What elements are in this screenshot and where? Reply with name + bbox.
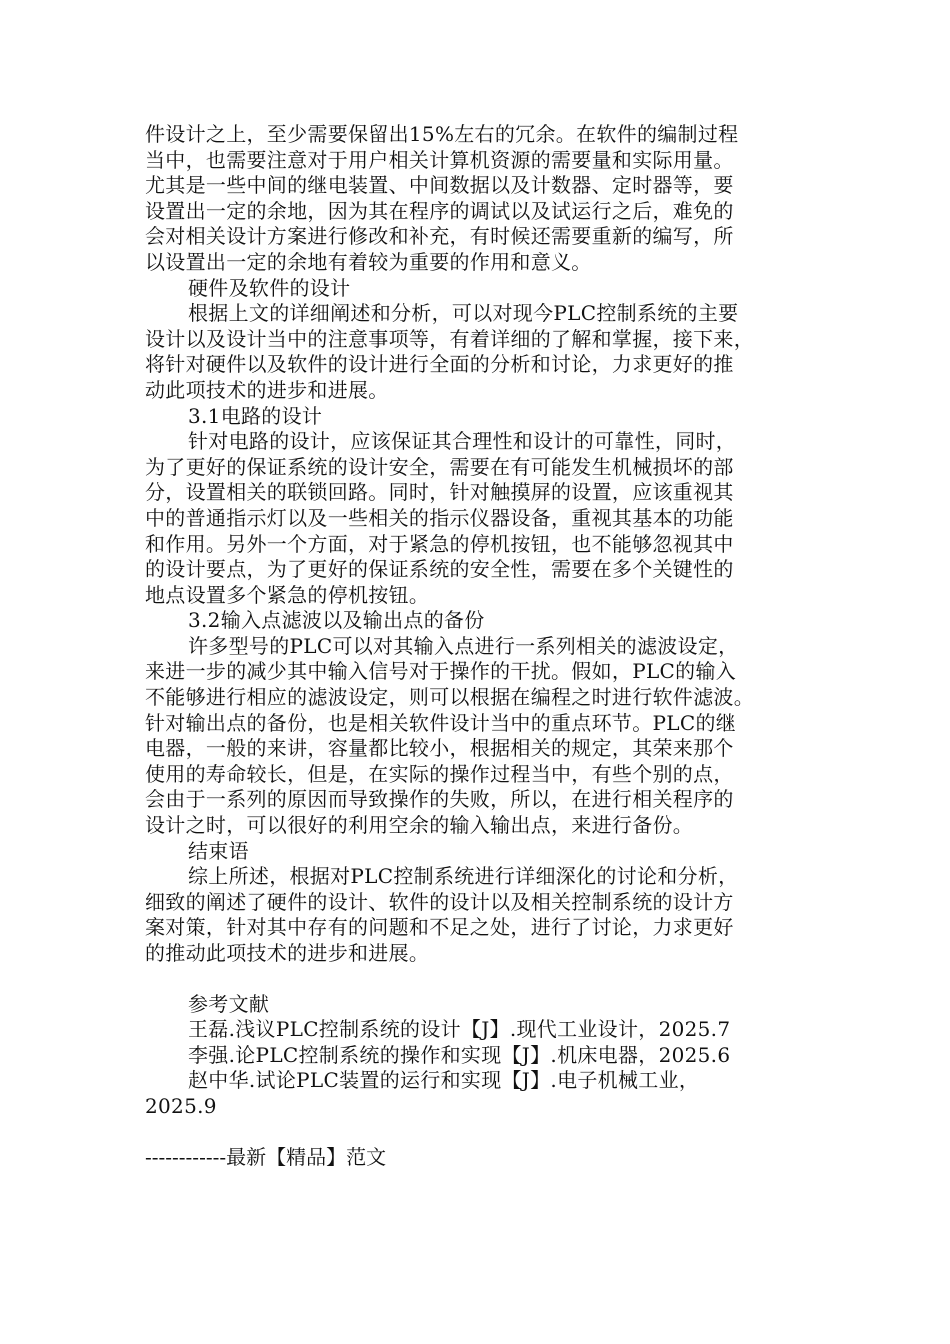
text-line: 会对相关设计方案进行修改和补充，有时候还需要重新的编写，所 (145, 224, 734, 249)
text-line: 当中，也需要注意对于用户相关计算机资源的需要量和实际用量。 (145, 147, 734, 172)
text-line: 许多型号的PLC可以对其输入点进行一系列相关的滤波设定， (188, 633, 739, 658)
text-line: 以设置出一定的余地有着较为重要的作用和意义。 (145, 249, 592, 274)
text-line: 中的普通指示灯以及一些相关的指示仪器设备，重视其基本的功能 (145, 505, 734, 530)
text-line: 参考文献 (188, 991, 270, 1016)
text-line: 硬件及软件的设计 (188, 275, 351, 300)
text-line: 3.1电路的设计 (188, 403, 323, 428)
paragraph (145, 276, 810, 302)
text-line: 电器，一般的来讲，容量都比较小，根据相关的规定，其荣来那个 (145, 736, 734, 761)
text-line: 使用的寿命较长，但是，在实际的操作过程当中，有些个别的点， (145, 761, 734, 786)
text-line: 3.2输入点滤波以及输出点的备份 (188, 608, 485, 633)
text-line: 动此项技术的进步和进展。 (145, 377, 389, 402)
paragraph (145, 122, 810, 276)
paragraph (145, 634, 810, 839)
paragraph (145, 404, 810, 430)
text-line: 设计之时，可以很好的利用空余的输入输出点，来进行备份。 (145, 813, 694, 838)
text-line: 根据上文的详细阐述和分析，可以对现今PLC控制系统的主要 (188, 301, 739, 326)
paragraph (145, 1017, 810, 1043)
paragraph (145, 608, 810, 634)
text-line: 2025.9 (145, 1093, 217, 1118)
text-line: 的设计要点，为了更好的保证系统的安全性，需要在多个关键性的 (145, 557, 734, 582)
text-line: 针对电路的设计，应该保证其合理性和设计的可靠性，同时， (188, 429, 737, 454)
text-line: 不能够进行相应的滤波设定，则可以根据在编程之时进行软件滤波。 (145, 685, 754, 710)
text-line: 会由于一系列的原因而导致操作的失败，所以，在进行相关程序的 (145, 787, 734, 812)
text-line: 地点设置多个紧急的停机按钮。 (145, 582, 430, 607)
text-line: 细致的阐述了硬件的设计、软件的设计以及相关控制系统的设计方 (145, 889, 734, 914)
text-line: 将针对硬件以及软件的设计进行全面的分析和讨论，力求更好的推 (145, 352, 734, 377)
text-line: 李强.论PLC控制系统的操作和实现【J】.机床电器，2025.6 (188, 1042, 731, 1067)
text-line: 的推动此项技术的进步和进展。 (145, 941, 430, 965)
text-line: 案对策，针对其中存有的问题和不足之处，进行了讨论，力求更好 (145, 915, 734, 940)
paragraph (145, 839, 810, 865)
text-line: 综上所述，根据对PLC控制系统进行详细深化的讨论和分析， (188, 864, 739, 889)
text-line: 针对输出点的备份，也是相关软件设计当中的重点环节。PLC的继 (145, 710, 737, 735)
text-line: 王磊.浅议PLC控制系统的设计【J】.现代工业设计，2025.7 (188, 1017, 731, 1042)
paragraph (145, 864, 810, 966)
text-line: 设计以及设计当中的注意事项等，有着详细的了解和掌握，接下来， (145, 326, 754, 351)
text-line: 件设计之上，至少需要保留出15%左右的冗余。在软件的编制过程 (145, 122, 739, 146)
document-body (145, 122, 810, 1120)
text-line: 赵中华.试论PLC装置的运行和实现【J】.电子机械工业， (188, 1068, 700, 1093)
text-line: 分，设置相关的联锁回路。同时，针对触摸屏的设置，应该重视其 (145, 480, 734, 505)
footer-banner: ------------最新【精品】范文 (145, 1145, 387, 1169)
text-line: 来进一步的减少其中输入信号对于操作的干扰。假如，PLC的输入 (145, 659, 737, 684)
text-line: 设置出一定的余地，因为其在程序的调试以及试运行之后，难免的 (145, 198, 734, 223)
paragraph (145, 1043, 810, 1069)
paragraph (145, 992, 810, 1018)
text-line: 为了更好的保证系统的设计安全，需要在有可能发生机械损坏的部 (145, 454, 734, 479)
paragraph (145, 1068, 810, 1119)
paragraph (145, 429, 810, 608)
text-line: 结束语 (188, 838, 249, 863)
paragraph (145, 301, 810, 403)
text-line: 尤其是一些中间的继电装置、中间数据以及计数器、定时器等，要 (145, 173, 734, 198)
text-line: 和作用。另外一个方面，对于紧急的停机按钮，也不能够忽视其中 (145, 531, 734, 556)
